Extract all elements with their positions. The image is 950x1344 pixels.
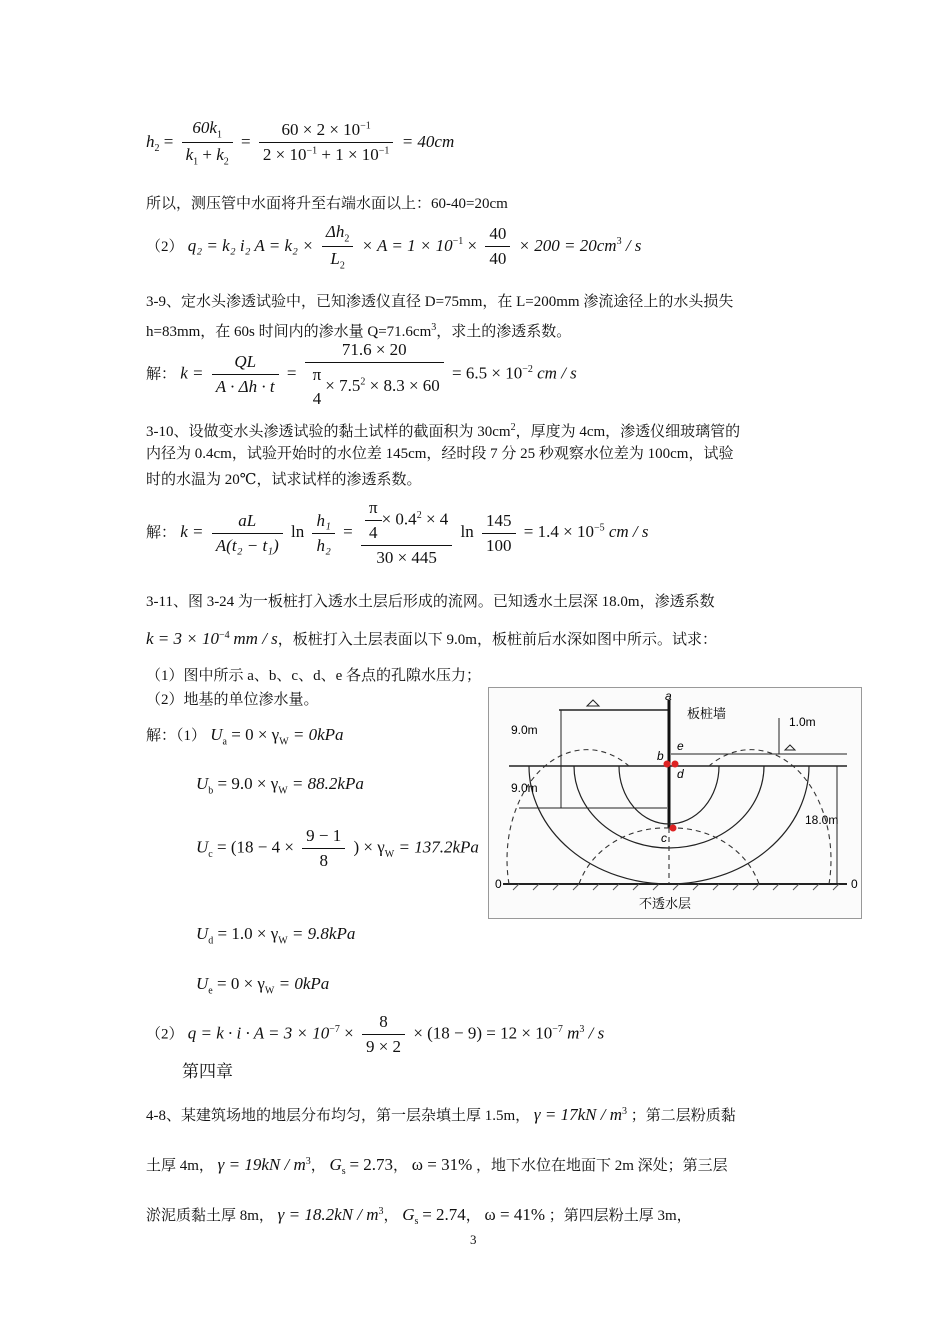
label-d: d <box>677 767 684 781</box>
h2-frac-2: $\frac{60 \times 2 \times 10^{-1}}{2 \times 10^{-1} + 1 \times 10^{-1}}$ <box>259 120 394 165</box>
h2-result: = 40cm <box>401 131 455 151</box>
p39-line1: 3-9、定水头渗透试验中，已知渗透仪直径 D=75mm，在 L=200mm 渗流途径上的水头损失 <box>146 294 734 310</box>
equation-ua: 解：（1） $U_a = 0 \times \gamma_W = 0kPa$ <box>146 725 344 748</box>
equation-h2: $h_2$ = $\frac{60k_1}{k_1 + k_2}$ = $\frac{60 \times 2 \times 10^{-1}}{2 \times 10^{-1} + 1 \times 10^{-1}}$ = 40cm <box>146 118 455 168</box>
flow-net-figure <box>488 687 862 919</box>
label-wall: 板桩墙 <box>687 706 727 721</box>
water-level-marker-left <box>587 700 599 706</box>
equation-310: 解： k = $\frac{aL}{\text{A(t₂ − t₁)}}$ ln $\frac{\text{h₁}}{\text{h₂}}$ = $\frac{\pi}{4}$ × $0.4^2 \times 4$ 30 × 445 ln $\frac{145}{100}$ = $1.4 \times 10^{-5}$ cm / s <box>146 498 649 567</box>
equation-39: 解： k = $\frac{QL}{A \cdot \Delta h \cdot t}$ = 71.6 × 20 π 4 × $7.5^2 \times 8.3 \times 60$ = $6.5 \times 10^{-2}$ cm / s <box>146 340 577 408</box>
h2-frac-1: $\frac{60k_1}{k_1 + k_2}$ <box>182 118 233 168</box>
p310-line3: 时的水温为 20℃，试求试样的渗透系数。 <box>146 472 422 488</box>
p48-line1: 4-8、某建筑场地的地层分布均匀，第一层杂填土厚 1.5m， $\gamma = 17kN / m^3$ ；第二层粉质黏 <box>146 1105 736 1124</box>
label-c: c <box>661 831 667 845</box>
equation-q: （2） $q = k \cdot i \cdot A = 3 \times 10^{-7}$ × $\frac{8}{9 \times 2}$ × $(18 - 9) = 12 \times 10^{-7}$ $m^3$ / s <box>146 1012 605 1056</box>
chapter-title: 第四章 <box>182 1062 233 1081</box>
p39-line2: h=83mm，在 60s 时间内的渗水量 $Q=71.6cm^3$，求土的渗透系数。 <box>146 322 572 340</box>
h2-lhs: h <box>146 131 155 151</box>
label-9m-depth: 9.0m <box>511 781 538 795</box>
dimension-lines <box>519 710 837 884</box>
flow-net-svg <box>489 688 861 918</box>
p310-line2: 内径为 0.4cm，试验开始时的水位差 145cm，经时段 7 分 25 秒观察水位差为 100cm，试验 <box>146 446 734 462</box>
equation-ue: $U_e = 0 \times \gamma_W = 0kPa$ <box>196 974 330 997</box>
equipotential-3 <box>507 750 629 884</box>
so-line: 所以，测压管中水面将升至右端水面以上：60-40=20cm <box>146 196 508 212</box>
label-18m: 18.0m <box>805 813 839 827</box>
p311-q1: （1）图中所示 a、b、c、d、e 各点的孔隙水压力； <box>146 668 481 684</box>
point-c-marker <box>670 825 677 832</box>
p310-line1: 3-10、设做变水头渗透试验的黏土试样的截面积为 $30cm^2$，厚度为 4cm，渗透仪细玻璃管的 <box>146 422 741 440</box>
equation-q2: （2） q₂ = k₂ i₂ A = k₂ × $\frac{\Delta h_2}{L_2}$ × $A = 1 \times 10^{-1}$ × $\frac{40}{40}$ × $200 = 20cm^3 / s$ <box>146 222 642 272</box>
page-number: 3 <box>470 1232 477 1247</box>
label-impermeable: 不透水层 <box>639 896 692 911</box>
equipotential-1 <box>579 828 669 884</box>
p48-line2: 土厚 4m， $\gamma = 19kN / m^3$， $G_s = 2.73$， ω = 31% ，地下水位在地面下 2m 深处；第三层 <box>146 1155 728 1177</box>
label-1m: 1.0m <box>789 715 816 729</box>
label-a: a <box>665 689 672 703</box>
label-b: b <box>657 749 664 763</box>
p311-line2: $k = 3 \times 10^{-4}$ mm / s，板桩打入土层表面以下 9.0m，板桩前后水深如图中所示。试求： <box>146 629 717 648</box>
point-b-marker <box>664 761 671 768</box>
equation-ud: $U_d = 1.0 \times \gamma_W = 9.8kPa$ <box>196 924 356 947</box>
equipotential-2 <box>669 828 759 884</box>
equation-ub: $U_b = 9.0 \times \gamma_W = 88.2kPa$ <box>196 774 364 797</box>
label-9m-top: 9.0m <box>511 723 538 737</box>
label-zero-right: 0 <box>851 877 858 891</box>
p48-line3: 淤泥质黏土厚 8m， $\gamma = 18.2kN / m^3$， $G_s = 2.74$， ω = 41% ；第四层粉土厚 3m， <box>146 1205 692 1227</box>
label-e: e <box>677 739 684 753</box>
water-level-marker-right <box>785 745 795 750</box>
label-zero-left: 0 <box>495 877 502 891</box>
equation-uc: $U_c = (18 - 4$ × $\frac{9 - 1}{8}$ ) × $\gamma_W = 137.2kPa$ <box>196 826 479 870</box>
p311-q2: （2）地基的单位渗水量。 <box>146 692 319 708</box>
p311-line1: 3-11、图 3-24 为一板桩打入透水土层后形成的流网。已知透水土层深 18.0m，渗透系数 <box>146 594 715 610</box>
